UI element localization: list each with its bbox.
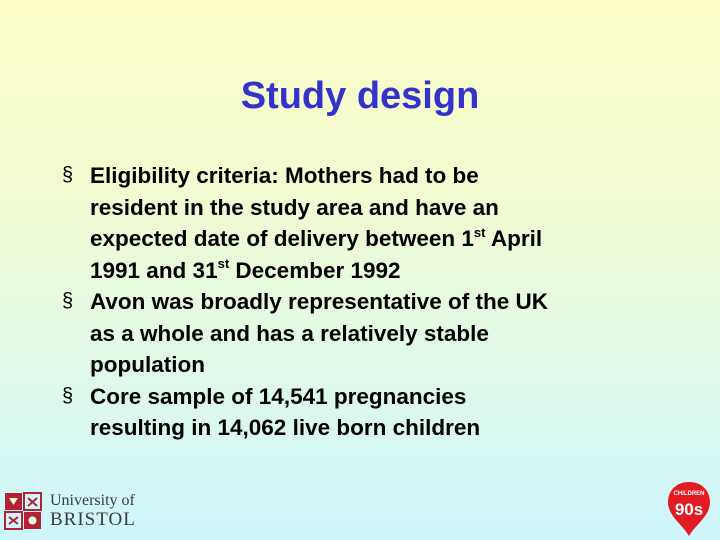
bristol-logo-line1: University of bbox=[50, 492, 135, 509]
line-text: 1991 and 31 bbox=[90, 257, 218, 283]
bullet-line: population bbox=[90, 352, 205, 377]
c90-logo-top: CHILDREN bbox=[673, 491, 705, 497]
bullet-avon bbox=[62, 286, 682, 381]
bullet-line: Avon was broadly representative of the UK bbox=[90, 289, 549, 314]
university-of-bristol-logo bbox=[4, 490, 144, 534]
children-of-the-90s-logo bbox=[664, 480, 714, 538]
bullet-list bbox=[62, 160, 682, 444]
line-text: expected date of delivery between 1 bbox=[90, 226, 474, 251]
bristol-logo-line2: BRISTOL bbox=[50, 509, 136, 530]
bullet-line bbox=[90, 223, 682, 255]
bullet-marker: § bbox=[62, 384, 74, 407]
bullet-line: Core sample of 14,541 pregnancies bbox=[90, 383, 467, 409]
bullet-line bbox=[90, 255, 682, 287]
bullet-core-sample bbox=[62, 381, 682, 444]
bullet-line: Eligibility criteria: Mothers had to be bbox=[90, 163, 479, 188]
line-text: April bbox=[485, 226, 543, 251]
superscript: st bbox=[217, 256, 230, 271]
bullet-marker: § bbox=[62, 290, 74, 312]
bullet-line: resulting in 14,062 live born children bbox=[90, 415, 481, 440]
slide-title: Study design bbox=[240, 75, 480, 117]
superscript: st bbox=[473, 224, 486, 240]
bullet-marker: § bbox=[62, 164, 74, 186]
bristol-crest-icon bbox=[4, 492, 42, 530]
bullet-line: resident in the study area and have an bbox=[90, 194, 499, 220]
c90-logo-bottom: 90s bbox=[674, 500, 704, 519]
line-text: December 1992 bbox=[229, 257, 401, 283]
bullet-line: as a whole and has a relatively stable bbox=[90, 320, 489, 346]
bullet-eligibility bbox=[62, 160, 682, 286]
